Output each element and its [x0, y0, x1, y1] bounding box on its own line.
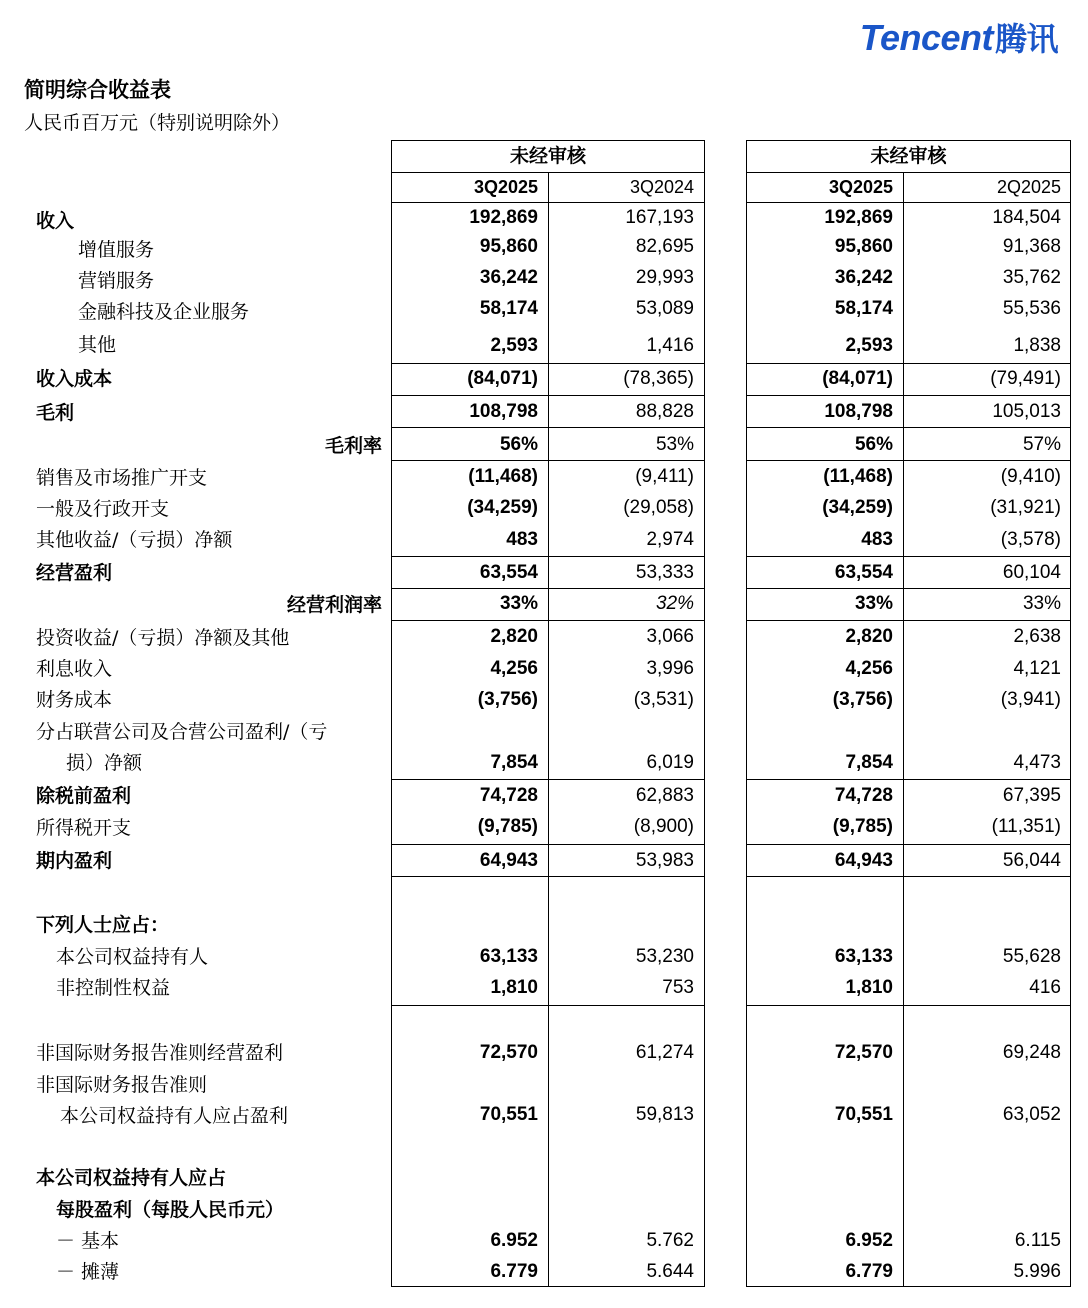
table-rule: [746, 1005, 1071, 1006]
row-label-continued: 本公司权益持有人应占盈利: [60, 1105, 289, 1127]
row-value: 53,089: [635, 298, 694, 319]
table-rule: [391, 395, 705, 396]
row-value: 7,854: [490, 752, 538, 773]
row-label: 所得税开支: [36, 817, 132, 839]
row-value: 33%: [499, 593, 538, 614]
row-value: 192,869: [824, 207, 893, 228]
table-rule: [391, 620, 705, 621]
row-value: 53,983: [635, 850, 694, 871]
row-value: 56,044: [1002, 850, 1061, 871]
row-value: (11,468): [823, 466, 893, 487]
row-value: 7,854: [845, 752, 893, 773]
row-value: 55,628: [1002, 946, 1061, 967]
row-value: 70,551: [479, 1104, 538, 1125]
row-value: 33%: [854, 593, 893, 614]
row-value: 6.952: [490, 1230, 538, 1251]
row-value: 72,570: [834, 1042, 893, 1063]
row-value: 3,996: [646, 658, 694, 679]
row-value: 6.952: [845, 1230, 893, 1251]
row-value: 82,695: [635, 236, 694, 257]
unaudited-label-qoq: 未经审核: [870, 145, 947, 167]
row-value: 64,943: [834, 850, 893, 871]
row-value: 167,193: [625, 207, 694, 228]
table-rule: [746, 363, 1071, 364]
row-value: (3,941): [1000, 689, 1061, 710]
row-label: 下列人士应占：: [36, 914, 170, 936]
row-value: 2,593: [490, 335, 538, 356]
table-rule: [391, 876, 705, 877]
row-value: (34,259): [822, 497, 893, 518]
row-value: (29,058): [623, 497, 694, 518]
table-rule: [746, 779, 1071, 780]
row-label: 营销服务: [78, 270, 155, 292]
row-value: 57%: [1022, 434, 1061, 455]
table-rule: [391, 588, 705, 589]
row-value: 72,570: [479, 1042, 538, 1063]
row-label: 金融科技及企业服务: [78, 301, 250, 323]
table-rule: [391, 779, 705, 780]
column-header: 3Q2024: [629, 177, 694, 197]
row-value: 55,536: [1002, 298, 1061, 319]
row-value: (8,900): [633, 816, 694, 837]
row-value: 6.115: [1014, 1230, 1061, 1251]
row-value: (84,071): [467, 368, 538, 389]
statement-title: 简明综合收益表: [24, 78, 171, 102]
statement-subtitle: 人民币百万元（特别说明除外）: [24, 112, 291, 134]
row-label: 销售及市场推广开支: [36, 467, 208, 489]
row-label: 其他收益/（亏损）净额: [36, 529, 233, 551]
column-header: 3Q2025: [473, 177, 538, 197]
table-rule: [746, 620, 1071, 621]
row-value: 2,593: [845, 335, 893, 356]
row-label: 收入: [36, 210, 75, 232]
row-value: 6,019: [646, 752, 694, 773]
row-value: 36,242: [479, 267, 538, 288]
row-value: 416: [1029, 977, 1061, 998]
row-value: 63,133: [479, 946, 538, 967]
row-value: (9,411): [635, 466, 694, 487]
row-label: 毛利率: [324, 435, 382, 457]
row-value: 1,810: [845, 977, 893, 998]
row-value: 192,869: [469, 207, 538, 228]
row-value: 63,554: [479, 562, 538, 583]
row-value: 5.996: [1013, 1261, 1061, 1282]
row-label: 财务成本: [36, 689, 113, 711]
row-label: 利息收入: [36, 658, 113, 680]
row-label: 分占联营公司及合营公司盈利/（亏: [36, 721, 328, 743]
row-value: 184,504: [992, 207, 1061, 228]
row-value: 53%: [655, 434, 694, 455]
table-rule: [391, 202, 705, 203]
row-label: 非国际财务报告准则: [36, 1074, 208, 1096]
row-value: 53,333: [635, 562, 694, 583]
row-value: 64,943: [479, 850, 538, 871]
row-label: 除税前盈利: [36, 785, 132, 807]
row-value: 69,248: [1002, 1042, 1061, 1063]
row-value: 56%: [854, 434, 893, 455]
column-header: 2Q2025: [996, 177, 1061, 197]
row-value: 61,274: [635, 1042, 694, 1063]
row-value: 58,174: [479, 298, 538, 319]
row-label: 非控制性权益: [56, 977, 171, 999]
table-rule: [746, 172, 1071, 173]
row-label: 期内盈利: [36, 850, 113, 872]
row-value: 74,728: [834, 785, 893, 806]
table-rule: [391, 172, 705, 173]
row-label: 收入成本: [36, 368, 113, 390]
row-value: 88,828: [635, 401, 694, 422]
row-label: 每股盈利（每股人民币元）: [56, 1199, 285, 1221]
row-value: 63,554: [834, 562, 893, 583]
row-value: 4,256: [490, 658, 538, 679]
row-value: 63,133: [834, 946, 893, 967]
row-value: (3,531): [633, 689, 694, 710]
row-value: (31,921): [990, 497, 1061, 518]
row-value: 4,121: [1013, 658, 1061, 679]
table-rule: [746, 202, 1071, 203]
table-rule: [391, 844, 705, 845]
row-label: 增值服务: [78, 239, 155, 261]
row-value: 95,860: [479, 236, 538, 257]
row-value: 36,242: [834, 267, 893, 288]
row-value: (3,578): [1000, 529, 1061, 550]
row-value: 56%: [499, 434, 538, 455]
row-value: 58,174: [834, 298, 893, 319]
row-value: 59,813: [635, 1104, 694, 1125]
table-rule: [746, 844, 1071, 845]
row-value: 1,810: [490, 977, 538, 998]
row-value: 95,860: [834, 236, 893, 257]
row-value: (78,365): [623, 368, 694, 389]
row-label: － 基本: [56, 1230, 120, 1252]
row-value: 753: [662, 977, 694, 998]
row-value: 70,551: [834, 1104, 893, 1125]
row-label: 一般及行政开支: [36, 498, 170, 520]
table-rule: [391, 556, 705, 557]
table-rule: [746, 588, 1071, 589]
row-value: (3,756): [477, 689, 538, 710]
row-value: (11,351): [991, 816, 1061, 837]
row-label: 其他: [78, 334, 117, 356]
row-value: (3,756): [832, 689, 893, 710]
row-value: 4,473: [1013, 752, 1061, 773]
row-value: 62,883: [635, 785, 694, 806]
row-value: 2,974: [646, 529, 694, 550]
column-header: 3Q2025: [828, 177, 893, 197]
row-value: 6.779: [490, 1261, 538, 1282]
row-value: 91,368: [1002, 236, 1061, 257]
row-value: 105,013: [992, 401, 1061, 422]
row-value: 53,230: [635, 946, 694, 967]
row-value: 2,820: [490, 626, 538, 647]
row-value: 3,066: [646, 626, 694, 647]
row-value: 4,256: [845, 658, 893, 679]
row-value: 1,416: [646, 335, 694, 356]
table-rule: [391, 363, 705, 364]
table-rule: [746, 460, 1071, 461]
row-label: 毛利: [36, 402, 75, 424]
row-label: 本公司权益持有人应占: [36, 1167, 227, 1189]
row-value: 74,728: [479, 785, 538, 806]
row-value: 5.644: [646, 1261, 694, 1282]
row-value: 483: [861, 529, 893, 550]
row-value: 32%: [655, 593, 694, 614]
row-label: 投资收益/（亏损）净额及其他: [36, 627, 290, 649]
row-value: 5.762: [646, 1230, 694, 1251]
row-value: 29,993: [635, 267, 694, 288]
row-label: 经营盈利: [36, 562, 113, 584]
row-value: 2,820: [845, 626, 893, 647]
table-rule: [391, 427, 705, 428]
row-label-continued: 损）净额: [66, 752, 143, 774]
row-value: 2,638: [1013, 626, 1061, 647]
table-rule: [746, 556, 1071, 557]
row-label: 非国际财务报告准则经营盈利: [36, 1042, 284, 1064]
table-rule: [746, 876, 1071, 877]
row-value: 483: [506, 529, 538, 550]
row-value: 108,798: [824, 401, 893, 422]
row-value: 35,762: [1002, 267, 1061, 288]
row-value: (79,491): [990, 368, 1061, 389]
column-divider: [548, 172, 549, 1287]
row-value: 33%: [1022, 593, 1061, 614]
row-value: (9,785): [477, 816, 538, 837]
row-value: 60,104: [1002, 562, 1061, 583]
table-rule: [746, 395, 1071, 396]
row-value: (9,785): [832, 816, 893, 837]
row-value: 63,052: [1002, 1104, 1061, 1125]
row-value: (9,410): [1000, 466, 1061, 487]
row-value: 1,838: [1013, 335, 1061, 356]
unaudited-label-yoy: 未经审核: [509, 145, 586, 167]
row-value: 108,798: [469, 401, 538, 422]
row-value: (34,259): [467, 497, 538, 518]
row-label: － 摊薄: [56, 1261, 120, 1283]
row-value: 67,395: [1002, 785, 1061, 806]
row-value: (11,468): [468, 466, 538, 487]
row-label: 本公司权益持有人: [56, 946, 209, 968]
row-value: 6.779: [845, 1261, 893, 1282]
row-value: (84,071): [822, 368, 893, 389]
tencent-logo: Tencent腾讯: [859, 17, 1058, 58]
table-rule: [746, 427, 1071, 428]
row-label: 经营利润率: [286, 594, 382, 616]
column-divider: [903, 172, 904, 1287]
table-rule: [391, 460, 705, 461]
table-rule: [391, 1005, 705, 1006]
